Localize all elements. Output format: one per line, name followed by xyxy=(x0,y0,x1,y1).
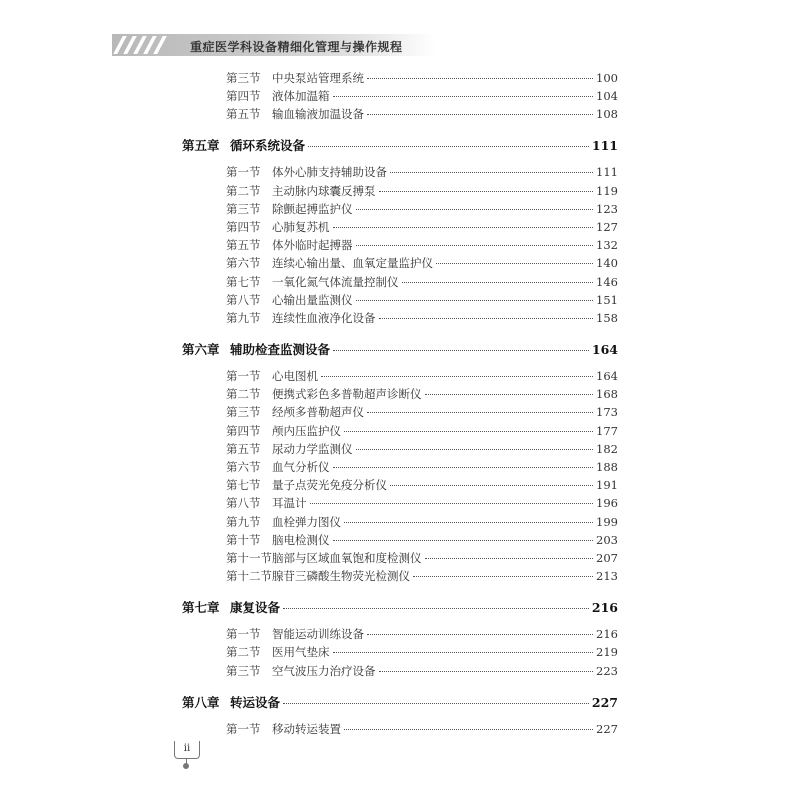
toc-entry-title: 转运设备 xyxy=(230,694,281,710)
toc-entry-number: 第十一节 xyxy=(226,551,272,565)
toc-entry-page: 158 xyxy=(596,311,618,325)
toc-leader-dots xyxy=(333,652,594,653)
toc-entry-page: 108 xyxy=(596,107,618,122)
toc-leader-dots xyxy=(344,522,593,523)
toc-entry-title: 连续心输出量、血氧定量监护仪 xyxy=(272,256,433,271)
toc-entry-number: 第八节 xyxy=(226,292,261,307)
toc-leader-dots xyxy=(283,608,589,609)
toc-section-row xyxy=(226,292,618,308)
toc-leader-dots xyxy=(333,467,594,468)
toc-entry-title: 腺苷三磷酸生物荧光检测仪 xyxy=(272,569,410,584)
toc-entry-title: 连续性血液净化设备 xyxy=(272,311,376,325)
toc-entry-number: 第四节 xyxy=(226,423,261,438)
toc-entry-title: 辅助检查监测设备 xyxy=(230,342,331,357)
toc-leader-dots xyxy=(367,78,593,79)
toc-leader-dots xyxy=(367,114,593,115)
toc-entry-page: 203 xyxy=(596,532,618,547)
toc-chapter-row xyxy=(182,340,618,358)
toc-leader-dots xyxy=(321,376,593,377)
toc-leader-dots xyxy=(390,485,593,486)
toc-entry-title: 脑电检测仪 xyxy=(272,532,330,547)
toc-entry-title: 颅内压监护仪 xyxy=(272,423,341,438)
toc-leader-dots xyxy=(333,227,594,228)
toc-entry-title: 血栓弹力图仪 xyxy=(272,514,341,529)
toc-entry-page: 127 xyxy=(596,220,618,234)
toc-chapter-row xyxy=(182,136,618,154)
toc-entry-page: 132 xyxy=(596,238,618,253)
toc-section-row xyxy=(226,183,618,199)
toc-leader-dots xyxy=(356,300,594,301)
toc-entry-page: 123 xyxy=(596,201,618,216)
toc-leader-dots xyxy=(379,671,594,672)
toc-entry-number: 第一节 xyxy=(226,721,261,736)
toc-entry-title: 经颅多普勒超声仪 xyxy=(272,405,364,420)
toc-section-row xyxy=(226,495,618,511)
toc-leader-dots xyxy=(333,350,589,351)
toc-leader-dots xyxy=(308,146,589,147)
toc-entry-page: 119 xyxy=(596,183,618,198)
toc-entry-page: 173 xyxy=(596,405,618,420)
toc-leader-dots xyxy=(310,503,594,504)
toc-entry-title: 心电图机 xyxy=(272,369,318,383)
toc-entry-title: 尿动力学监测仪 xyxy=(272,441,353,456)
toc-entry-number: 第七章 xyxy=(182,600,220,616)
toc-entry-page: 168 xyxy=(596,387,618,402)
toc-section-row xyxy=(226,201,618,217)
toc-entry-title: 血气分析仪 xyxy=(272,460,330,474)
toc-entry-page: 216 xyxy=(596,627,618,642)
toc-leader-dots xyxy=(425,558,594,559)
toc-section-row xyxy=(226,423,618,439)
toc-section-row xyxy=(226,237,618,253)
toc-leader-dots xyxy=(367,634,593,635)
toc-entry-page: 196 xyxy=(596,496,618,511)
toc-section-row xyxy=(226,550,618,566)
toc-leader-dots xyxy=(344,729,593,730)
toc-leader-dots xyxy=(367,412,593,413)
toc-entry-page: 164 xyxy=(596,369,618,383)
toc-entry-number: 第六章 xyxy=(182,342,220,357)
toc-entry-number: 第三节 xyxy=(226,201,261,216)
toc-entry-number: 第六节 xyxy=(226,256,261,271)
toc-section-row xyxy=(226,386,618,402)
toc-entry-page: 216 xyxy=(591,600,618,616)
toc-section-row xyxy=(226,441,618,457)
toc-entry-title: 除颤起搏监护仪 xyxy=(272,201,353,216)
toc-entry-page: 188 xyxy=(596,460,618,474)
toc-entry-page: 227 xyxy=(596,721,618,736)
toc-section-row xyxy=(226,459,618,475)
toc-section-row xyxy=(226,164,618,180)
toc-entry-page: 146 xyxy=(596,274,618,289)
toc-section-row xyxy=(226,663,618,679)
toc-entry-title: 移动转运装置 xyxy=(272,721,341,736)
toc-section-row xyxy=(226,106,618,122)
toc-entry-number: 第八节 xyxy=(226,496,261,511)
toc-leader-dots xyxy=(390,172,593,173)
toc-entry-number: 第七节 xyxy=(226,274,261,289)
toc-entry-title: 康复设备 xyxy=(230,600,281,616)
toc-entry-title: 空气波压力治疗设备 xyxy=(272,663,376,678)
toc-chapter-row xyxy=(182,693,618,711)
toc-entry-title: 量子点荧光免疫分析仪 xyxy=(272,478,387,493)
toc-entry-number: 第二节 xyxy=(226,387,261,402)
toc-section-row xyxy=(226,568,618,584)
toc-leader-dots xyxy=(379,191,594,192)
toc-entry-title: 循环系统设备 xyxy=(230,138,306,154)
toc-entry-page: 151 xyxy=(596,292,618,307)
toc-section-row xyxy=(226,721,618,737)
toc-section-row xyxy=(226,644,618,660)
toc-entry-title: 心肺复苏机 xyxy=(272,220,330,234)
toc-entry-number: 第三节 xyxy=(226,663,261,678)
toc-leader-dots xyxy=(356,245,594,246)
toc-entry-page: 164 xyxy=(591,342,618,357)
toc-entry-number: 第十节 xyxy=(226,532,261,547)
toc-leader-dots xyxy=(436,263,593,264)
toc-leader-dots xyxy=(344,431,593,432)
toc-entry-page: 104 xyxy=(596,89,618,104)
toc-entry-page: 213 xyxy=(596,569,618,584)
toc-entry-page: 191 xyxy=(596,478,618,493)
toc-entry-number: 第七节 xyxy=(226,478,261,493)
toc-section-row xyxy=(226,368,618,384)
toc-entry-number: 第一节 xyxy=(226,627,261,642)
toc-section-row xyxy=(226,70,618,86)
toc-entry-number: 第五节 xyxy=(226,441,261,456)
toc-entry-page: 111 xyxy=(596,165,618,180)
toc-entry-page: 100 xyxy=(596,71,618,85)
toc-section-row xyxy=(226,274,618,290)
toc-section-row xyxy=(226,219,618,235)
toc-entry-number: 第二节 xyxy=(226,183,261,198)
toc-entry-number: 第三节 xyxy=(226,405,261,420)
toc-section-row xyxy=(226,477,618,493)
toc-entry-title: 心输出量监测仪 xyxy=(272,292,353,307)
toc-entry-title: 液体加温箱 xyxy=(272,89,330,104)
toc-leader-dots xyxy=(356,449,594,450)
toc-entry-number: 第八章 xyxy=(182,694,220,710)
toc-leader-dots xyxy=(413,576,593,577)
toc-leader-dots xyxy=(333,96,594,97)
toc-entry-title: 中央泵站管理系统 xyxy=(272,71,364,85)
toc-entry-number: 第四节 xyxy=(226,220,261,234)
toc-leader-dots xyxy=(333,540,594,541)
page-number: ii xyxy=(174,741,200,759)
toc-entry-page: 219 xyxy=(596,645,618,660)
toc-entry-number: 第四节 xyxy=(226,89,261,104)
toc-entry-title: 耳温计 xyxy=(272,496,307,511)
toc-entry-page: 140 xyxy=(596,256,618,271)
toc-entry-number: 第一节 xyxy=(226,165,261,180)
toc-entry-number: 第九节 xyxy=(226,311,261,325)
toc-entry-number: 第五章 xyxy=(182,138,220,154)
toc-entry-page: 177 xyxy=(596,423,618,438)
toc-entry-page: 207 xyxy=(596,551,618,565)
running-header-title: 重症医学科设备精细化管理与操作规程 xyxy=(190,40,403,54)
toc-leader-dots xyxy=(283,703,589,704)
toc-entry-title: 一氧化氮气体流量控制仪 xyxy=(272,274,399,289)
toc-leader-dots xyxy=(379,318,594,319)
toc-entry-number: 第三节 xyxy=(226,71,261,85)
toc-entry-number: 第六节 xyxy=(226,460,261,474)
toc-section-row xyxy=(226,532,618,548)
toc-section-row xyxy=(226,88,618,104)
toc-entry-title: 主动脉内球囊反搏泵 xyxy=(272,183,376,198)
toc-section-row xyxy=(226,626,618,642)
toc-entry-number: 第一节 xyxy=(226,369,261,383)
toc-section-row xyxy=(226,255,618,271)
toc-chapter-row xyxy=(182,598,618,616)
toc-entry-title: 医用气垫床 xyxy=(272,645,330,660)
toc-entry-title: 体外心肺支持辅助设备 xyxy=(272,165,387,180)
page-number-tab xyxy=(174,741,202,763)
toc-entry-title: 体外临时起搏器 xyxy=(272,238,353,253)
toc-leader-dots xyxy=(425,394,594,395)
toc-entry-title: 智能运动训练设备 xyxy=(272,627,364,642)
toc-entry-number: 第十二节 xyxy=(226,569,272,584)
toc-entry-number: 第九节 xyxy=(226,514,261,529)
toc-section-row xyxy=(226,404,618,420)
toc-entry-title: 便携式彩色多普勒超声诊断仪 xyxy=(272,387,422,402)
toc-entry-number: 第五节 xyxy=(226,107,261,122)
toc-entry-number: 第五节 xyxy=(226,238,261,253)
toc-entry-title: 输血输液加温设备 xyxy=(272,107,364,122)
toc-entry-page: 111 xyxy=(591,138,618,154)
toc-leader-dots xyxy=(402,282,594,283)
toc-leader-dots xyxy=(356,209,594,210)
toc-entry-page: 182 xyxy=(596,441,618,456)
toc-entry-number: 第二节 xyxy=(226,645,261,660)
toc-section-row xyxy=(226,514,618,530)
toc-entry-title: 脑部与区域血氧饱和度检测仪 xyxy=(272,551,422,565)
toc-entry-page: 227 xyxy=(591,694,618,710)
toc-entry-page: 199 xyxy=(596,514,618,529)
toc-section-row xyxy=(226,310,618,326)
toc-entry-page: 223 xyxy=(596,663,618,678)
